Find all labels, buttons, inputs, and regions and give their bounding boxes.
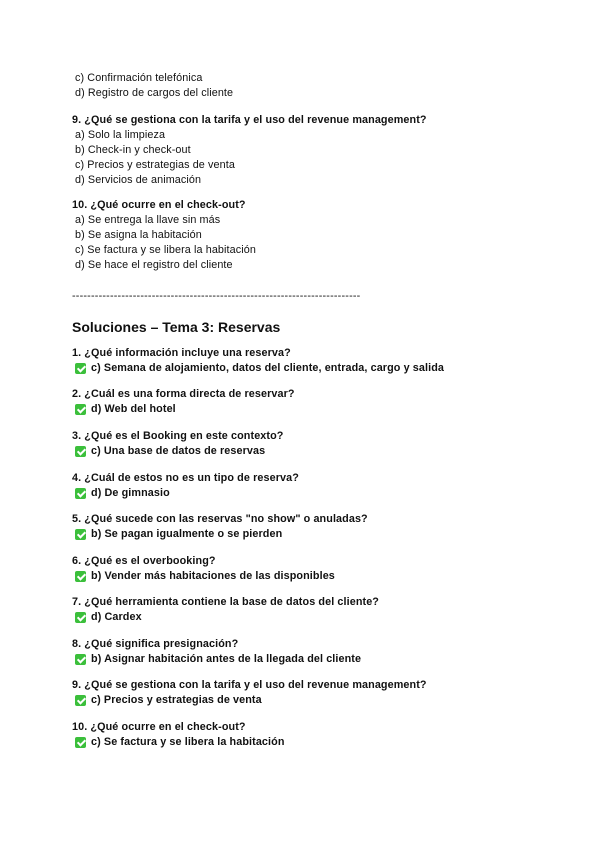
check-mark-icon [75, 404, 86, 415]
check-mark-icon [75, 488, 86, 499]
answer-text: b) Vender más habitaciones de las disponibles [91, 570, 335, 582]
solution-question: 9. ¿Qué se gestiona con la tarifa y el uso del revenue management? [72, 679, 427, 691]
solution-answer [72, 693, 542, 708]
solution-answer [72, 569, 542, 584]
solution-answer [72, 652, 542, 667]
option-line: d) Registro de cargos del cliente [75, 87, 234, 99]
option-line: d) Se hace el registro del cliente [75, 259, 233, 271]
solutions-title: Soluciones – Tema 3: Reservas [72, 319, 281, 335]
answer-text: b) Asignar habitación antes de la llegada del cliente [91, 653, 362, 665]
check-mark-icon [75, 612, 86, 623]
solution-answer [72, 486, 542, 501]
separator-line: ---------------------------------------------------------------------------- [72, 290, 361, 302]
solution-question: 8. ¿Qué significa presignación? [72, 638, 239, 650]
solution-question: 3. ¿Qué es el Booking en este contexto? [72, 430, 284, 442]
solution-5 [72, 512, 542, 542]
solution-3 [72, 429, 542, 459]
option-line: b) Se asigna la habitación [75, 229, 202, 241]
solution-question: 4. ¿Cuál de estos no es un tipo de reserva? [72, 472, 299, 484]
solution-9 [72, 678, 542, 708]
answer-text: c) Una base de datos de reservas [91, 445, 266, 457]
answer-text: c) Precios y estrategias de venta [91, 694, 262, 706]
solution-answer [72, 361, 542, 376]
solution-question: 7. ¿Qué herramienta contiene la base de datos del cliente? [72, 596, 380, 608]
check-mark-icon [75, 654, 86, 665]
solution-10 [72, 720, 542, 750]
solution-7 [72, 595, 542, 625]
solution-question: 10. ¿Qué ocurre en el check-out? [72, 721, 246, 733]
solution-question: 2. ¿Cuál es una forma directa de reservar? [72, 388, 295, 400]
check-mark-icon [75, 363, 86, 374]
option-line: c) Se factura y se libera la habitación [75, 244, 256, 256]
check-mark-icon [75, 737, 86, 748]
solution-6 [72, 554, 542, 584]
separator-line-block [72, 289, 542, 304]
solution-8 [72, 637, 542, 667]
check-mark-icon [75, 446, 86, 457]
option-line: c) Precios y estrategias de venta [75, 159, 235, 171]
solution-question: 6. ¿Qué es el overbooking? [72, 555, 216, 567]
check-mark-icon [75, 695, 86, 706]
check-mark-icon [75, 529, 86, 540]
option-line: b) Check-in y check-out [75, 144, 191, 156]
answer-text: c) Semana de alojamiento, datos del cliente, entrada, cargo y salida [91, 362, 445, 374]
solution-answer [72, 610, 542, 625]
solution-4 [72, 471, 542, 501]
question-8-tail [72, 71, 542, 101]
solution-answer [72, 444, 542, 459]
option-line: c) Confirmación telefónica [75, 72, 203, 84]
question-text: 10. ¿Qué ocurre en el check-out? [72, 199, 246, 211]
answer-text: b) Se pagan igualmente o se pierden [91, 528, 283, 540]
solution-1 [72, 346, 542, 376]
solution-answer [72, 735, 542, 750]
option-line: a) Se entrega la llave sin más [75, 214, 221, 226]
solution-question: 5. ¿Qué sucede con las reservas "no show" o anuladas? [72, 513, 368, 525]
question-10 [72, 198, 542, 273]
solution-answer [72, 402, 542, 417]
solutions-section [72, 318, 542, 336]
answer-text: c) Se factura y se libera la habitación [91, 736, 285, 748]
option-line: d) Servicios de animación [75, 174, 202, 186]
solution-answer [72, 527, 542, 542]
check-mark-icon [75, 571, 86, 582]
solution-2 [72, 387, 542, 417]
answer-text: d) De gimnasio [91, 487, 170, 499]
question-text: 9. ¿Qué se gestiona con la tarifa y el uso del revenue management? [72, 114, 427, 126]
answer-text: d) Cardex [91, 611, 142, 623]
option-line: a) Solo la limpieza [75, 129, 166, 141]
solution-question: 1. ¿Qué información incluye una reserva? [72, 347, 291, 359]
answer-text: d) Web del hotel [91, 403, 176, 415]
question-9 [72, 113, 542, 188]
